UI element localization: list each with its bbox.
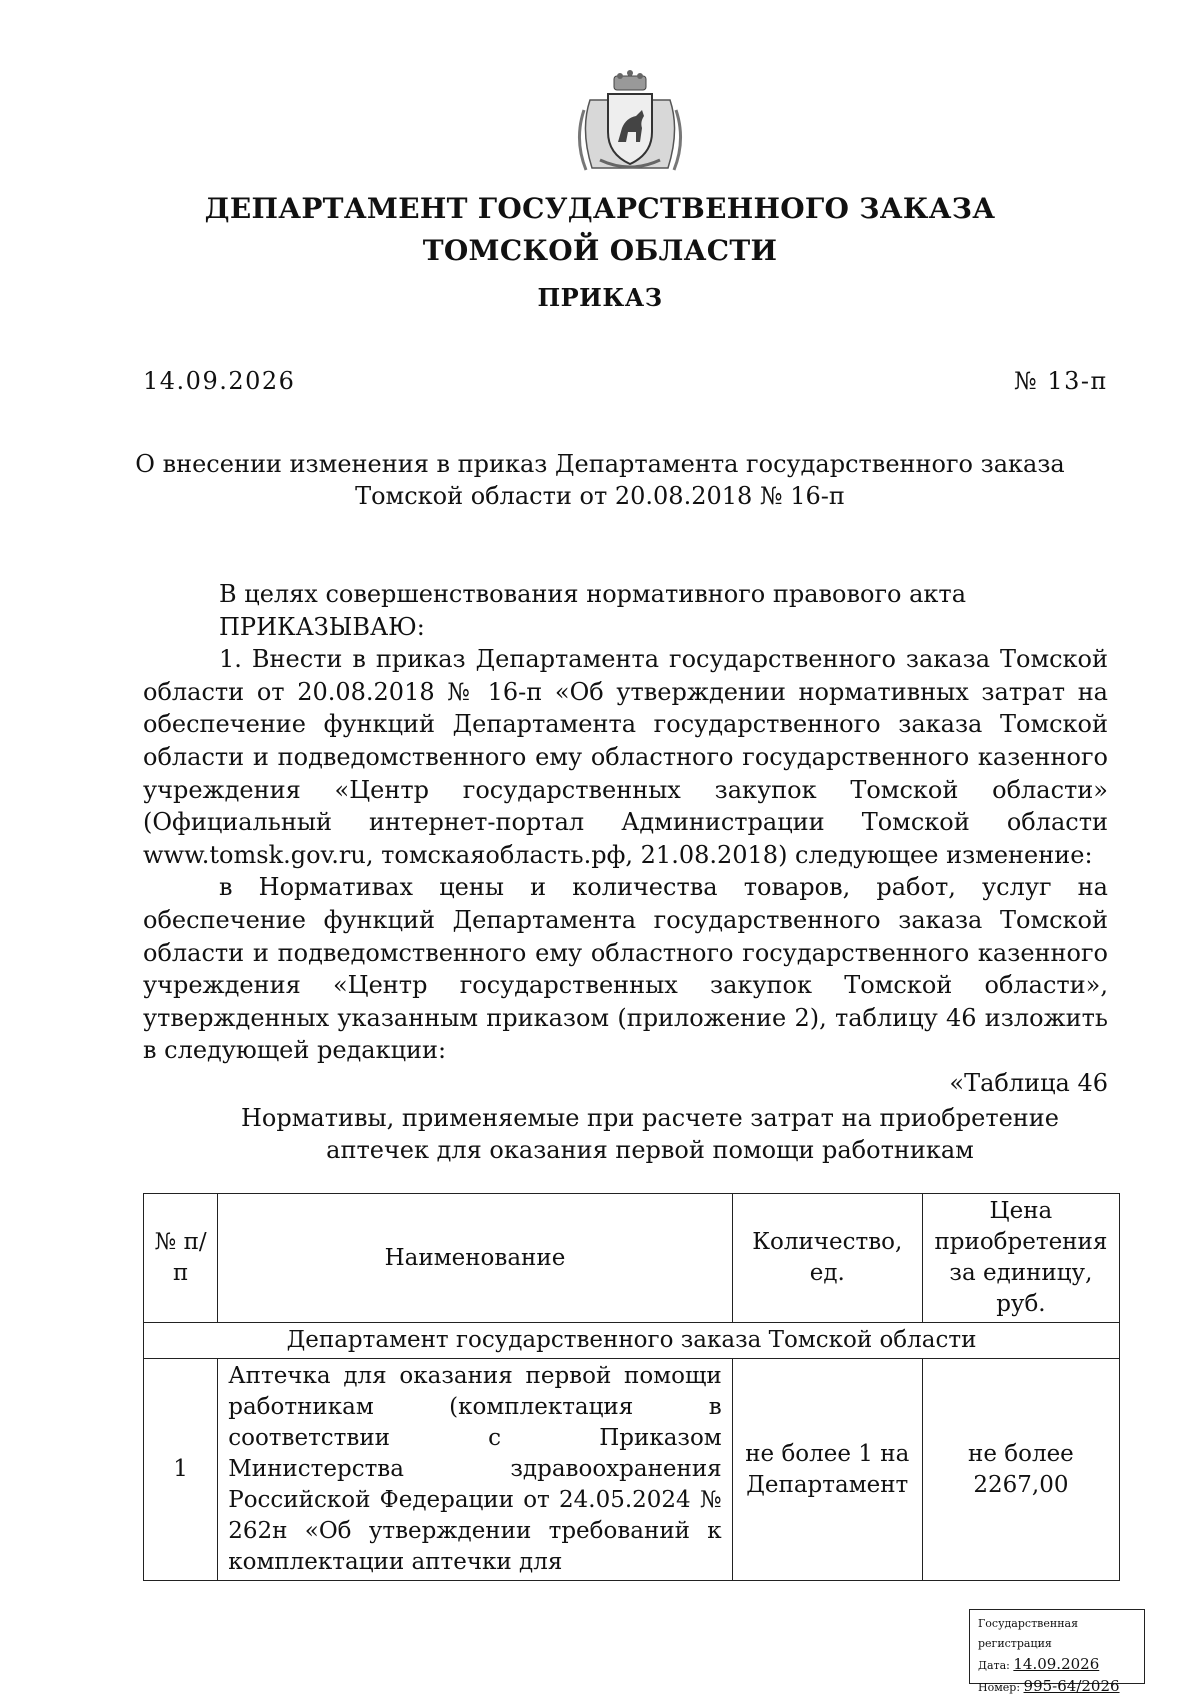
department-title-line2: ТОМСКОЙ ОБЛАСТИ (422, 234, 778, 267)
table-section-row (144, 1323, 1120, 1359)
coat-of-arms-emblem (570, 70, 690, 178)
stamp-number-label: Номер: (978, 1681, 1021, 1694)
document-type: ПРИКАЗ (537, 283, 663, 312)
stamp-date-line (978, 1654, 1136, 1676)
table-title-line2: аптечек для оказания первой помощи работникам (326, 1136, 974, 1164)
section-label: Департамент государственного заказа Томской области (144, 1323, 1120, 1359)
stamp-number-line (978, 1676, 1136, 1698)
order-body (143, 578, 1108, 1100)
norms-table (143, 1193, 1120, 1581)
registration-stamp (969, 1609, 1145, 1695)
header-name: Наименование (218, 1194, 732, 1323)
stamp-date-value: 14.09.2026 (1013, 1655, 1100, 1673)
row-num: 1 (144, 1359, 218, 1581)
table-reference: «Таблица 46 (949, 1068, 1108, 1097)
row-qty: не более 1 на Департамент (732, 1359, 922, 1581)
preamble-paragraph: В целях совершенствования нормативного правового акта (219, 580, 966, 608)
row-price: не более 2267,00 (922, 1359, 1119, 1581)
stamp-number-value: 995-64/2026 (1023, 1677, 1120, 1695)
table-title (150, 1102, 1150, 1166)
order-command: ПРИКАЗЫВАЮ: (219, 612, 425, 641)
order-subject (100, 448, 1100, 512)
table-row (144, 1359, 1120, 1581)
stamp-title: Государственная регистрация (978, 1617, 1079, 1650)
row-name: Аптечка для оказания первой помощи работникам (комплектация в соответствии с Приказом Министерства здравоохранения Российской Федерации от 24.05.2024 № 262н «Об утверждении требований к комплектации аптечки для (218, 1359, 732, 1581)
item-1-paragraph: 1. Внести в приказ Департамента государственного заказа Томской области от 20.08.2018 № 16-п «Об утверждении нормативных затрат на обеспечение функций Департамента государственного заказа Томской области и подведомственного ему областного государственного казенного учреждения «Центр государственных закупок Томской области» (Официальный интернет-портал Администрации Томской области www.tomsk.gov.ru, томскаяобласть.рф, 21.08.2018) следующее изменение: (143, 645, 1108, 869)
order-number: № 13-п (1014, 367, 1108, 395)
header-num: № п/п (144, 1194, 218, 1323)
header-qty: Количество, ед. (732, 1194, 922, 1323)
order-date: 14.09.2026 (143, 367, 296, 395)
table-title-line1: Нормативы, применяемые при расчете затрат на приобретение (241, 1104, 1059, 1132)
header-price: Цена приобретения за единицу, руб. (922, 1194, 1119, 1323)
subject-line1: О внесении изменения в приказ Департамента государственного заказа (135, 450, 1065, 478)
department-title (0, 188, 1200, 272)
subject-line2: Томской области от 20.08.2018 № 16-п (355, 482, 845, 510)
stamp-date-label: Дата: (978, 1659, 1010, 1672)
table-header-row (144, 1194, 1120, 1323)
item-1-detail-paragraph: в Нормативах цены и количества товаров, работ, услуг на обеспечение функций Департамента государственного заказа Томской области и подведомственного ему областного государственного казенного учреждения «Центр государственных закупок Томской области», утвержденных указанным приказом (приложение 2), таблицу 46 изложить в следующей редакции: (143, 873, 1108, 1065)
department-title-line1: ДЕПАРТАМЕНТ ГОСУДАРСТВЕННОГО ЗАКАЗА (204, 192, 996, 225)
